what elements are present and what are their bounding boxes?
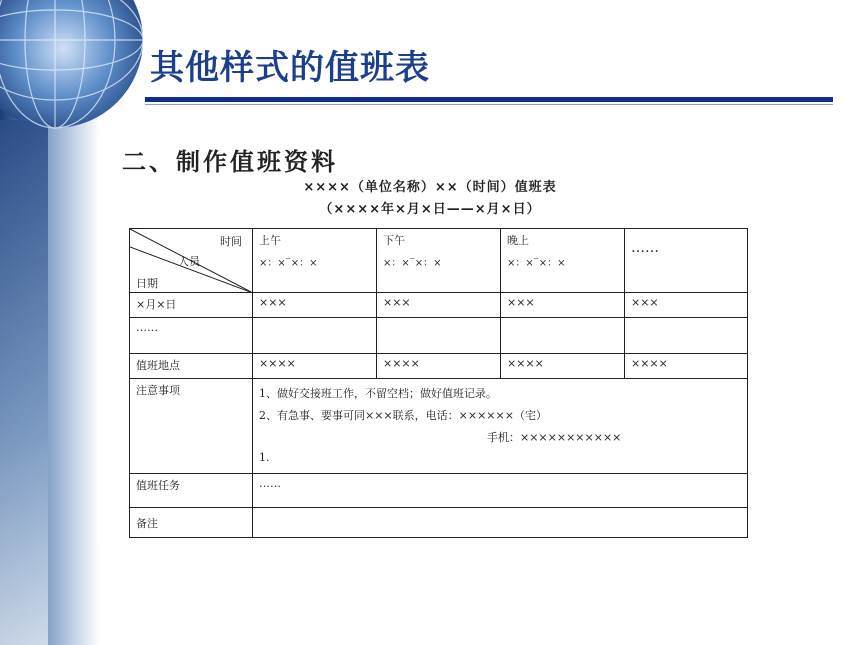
column-header [501, 229, 625, 293]
table-cell: ×××× [625, 354, 748, 379]
table-row [130, 379, 748, 474]
table-cell: ×××× [501, 354, 625, 379]
shift-name: 下午 [383, 234, 405, 247]
table-cell [501, 318, 625, 354]
corner-cell [130, 229, 253, 293]
table-cell: ×××× [377, 354, 501, 379]
title-underline [145, 97, 833, 102]
row-label: 值班任务 [130, 474, 253, 508]
row-label: 备注 [130, 508, 253, 538]
table-row [130, 474, 748, 508]
table-cell: ×××× [253, 354, 377, 379]
remarks-cell [253, 508, 748, 538]
column-header [625, 229, 748, 293]
table-cell: ××× [253, 293, 377, 318]
slide-title: 其他样式的值班表 [150, 48, 430, 88]
globe-icon [0, 0, 150, 135]
row-label: …… [130, 318, 253, 354]
table-header-row [130, 229, 748, 293]
shift-name: …… [631, 240, 659, 256]
row-label: 注意事项 [130, 379, 253, 474]
table-cell: ××× [501, 293, 625, 318]
row-label: 值班地点 [130, 354, 253, 379]
notes-line: 1. [259, 451, 270, 464]
notes-line: 2、有急事、要事可同×××联系，电话：××××××（宅） [259, 409, 547, 422]
column-header [253, 229, 377, 293]
column-header [377, 229, 501, 293]
table-subtitle: （××××年×月×日——×月×日） [319, 202, 541, 217]
table-cell [377, 318, 501, 354]
corner-date-label: 日期 [136, 277, 158, 290]
table-row [130, 293, 748, 318]
table-cell [625, 318, 748, 354]
notes-line: 1、做好交接班工作，不留空档；做好值班记录。 [259, 387, 497, 400]
table-cell: ××× [377, 293, 501, 318]
table-row [130, 318, 748, 354]
table-row [130, 354, 748, 379]
tasks-cell: …… [253, 474, 748, 508]
section-heading: 二、制作值班资料 [122, 148, 338, 176]
notes-line: 手机：××××××××××× [487, 431, 622, 444]
corner-person-label: 人员 [178, 255, 200, 268]
notes-cell [253, 379, 748, 474]
shift-time: ×：×‾×：× [507, 258, 566, 269]
duty-roster-table [129, 228, 748, 538]
shift-time: ×：×‾×：× [383, 258, 442, 269]
table-title: ××××（单位名称）××（时间）值班表 [303, 180, 557, 195]
row-label: ×月×日 [130, 293, 253, 318]
table-row [130, 508, 748, 538]
corner-time-label: 时间 [220, 235, 242, 248]
shift-name: 晚上 [507, 234, 529, 247]
table-cell: ××× [625, 293, 748, 318]
shift-time: ×：×‾×：× [259, 258, 318, 269]
title-underline-thin [145, 104, 833, 105]
shift-name: 上午 [259, 234, 281, 247]
table-cell [253, 318, 377, 354]
